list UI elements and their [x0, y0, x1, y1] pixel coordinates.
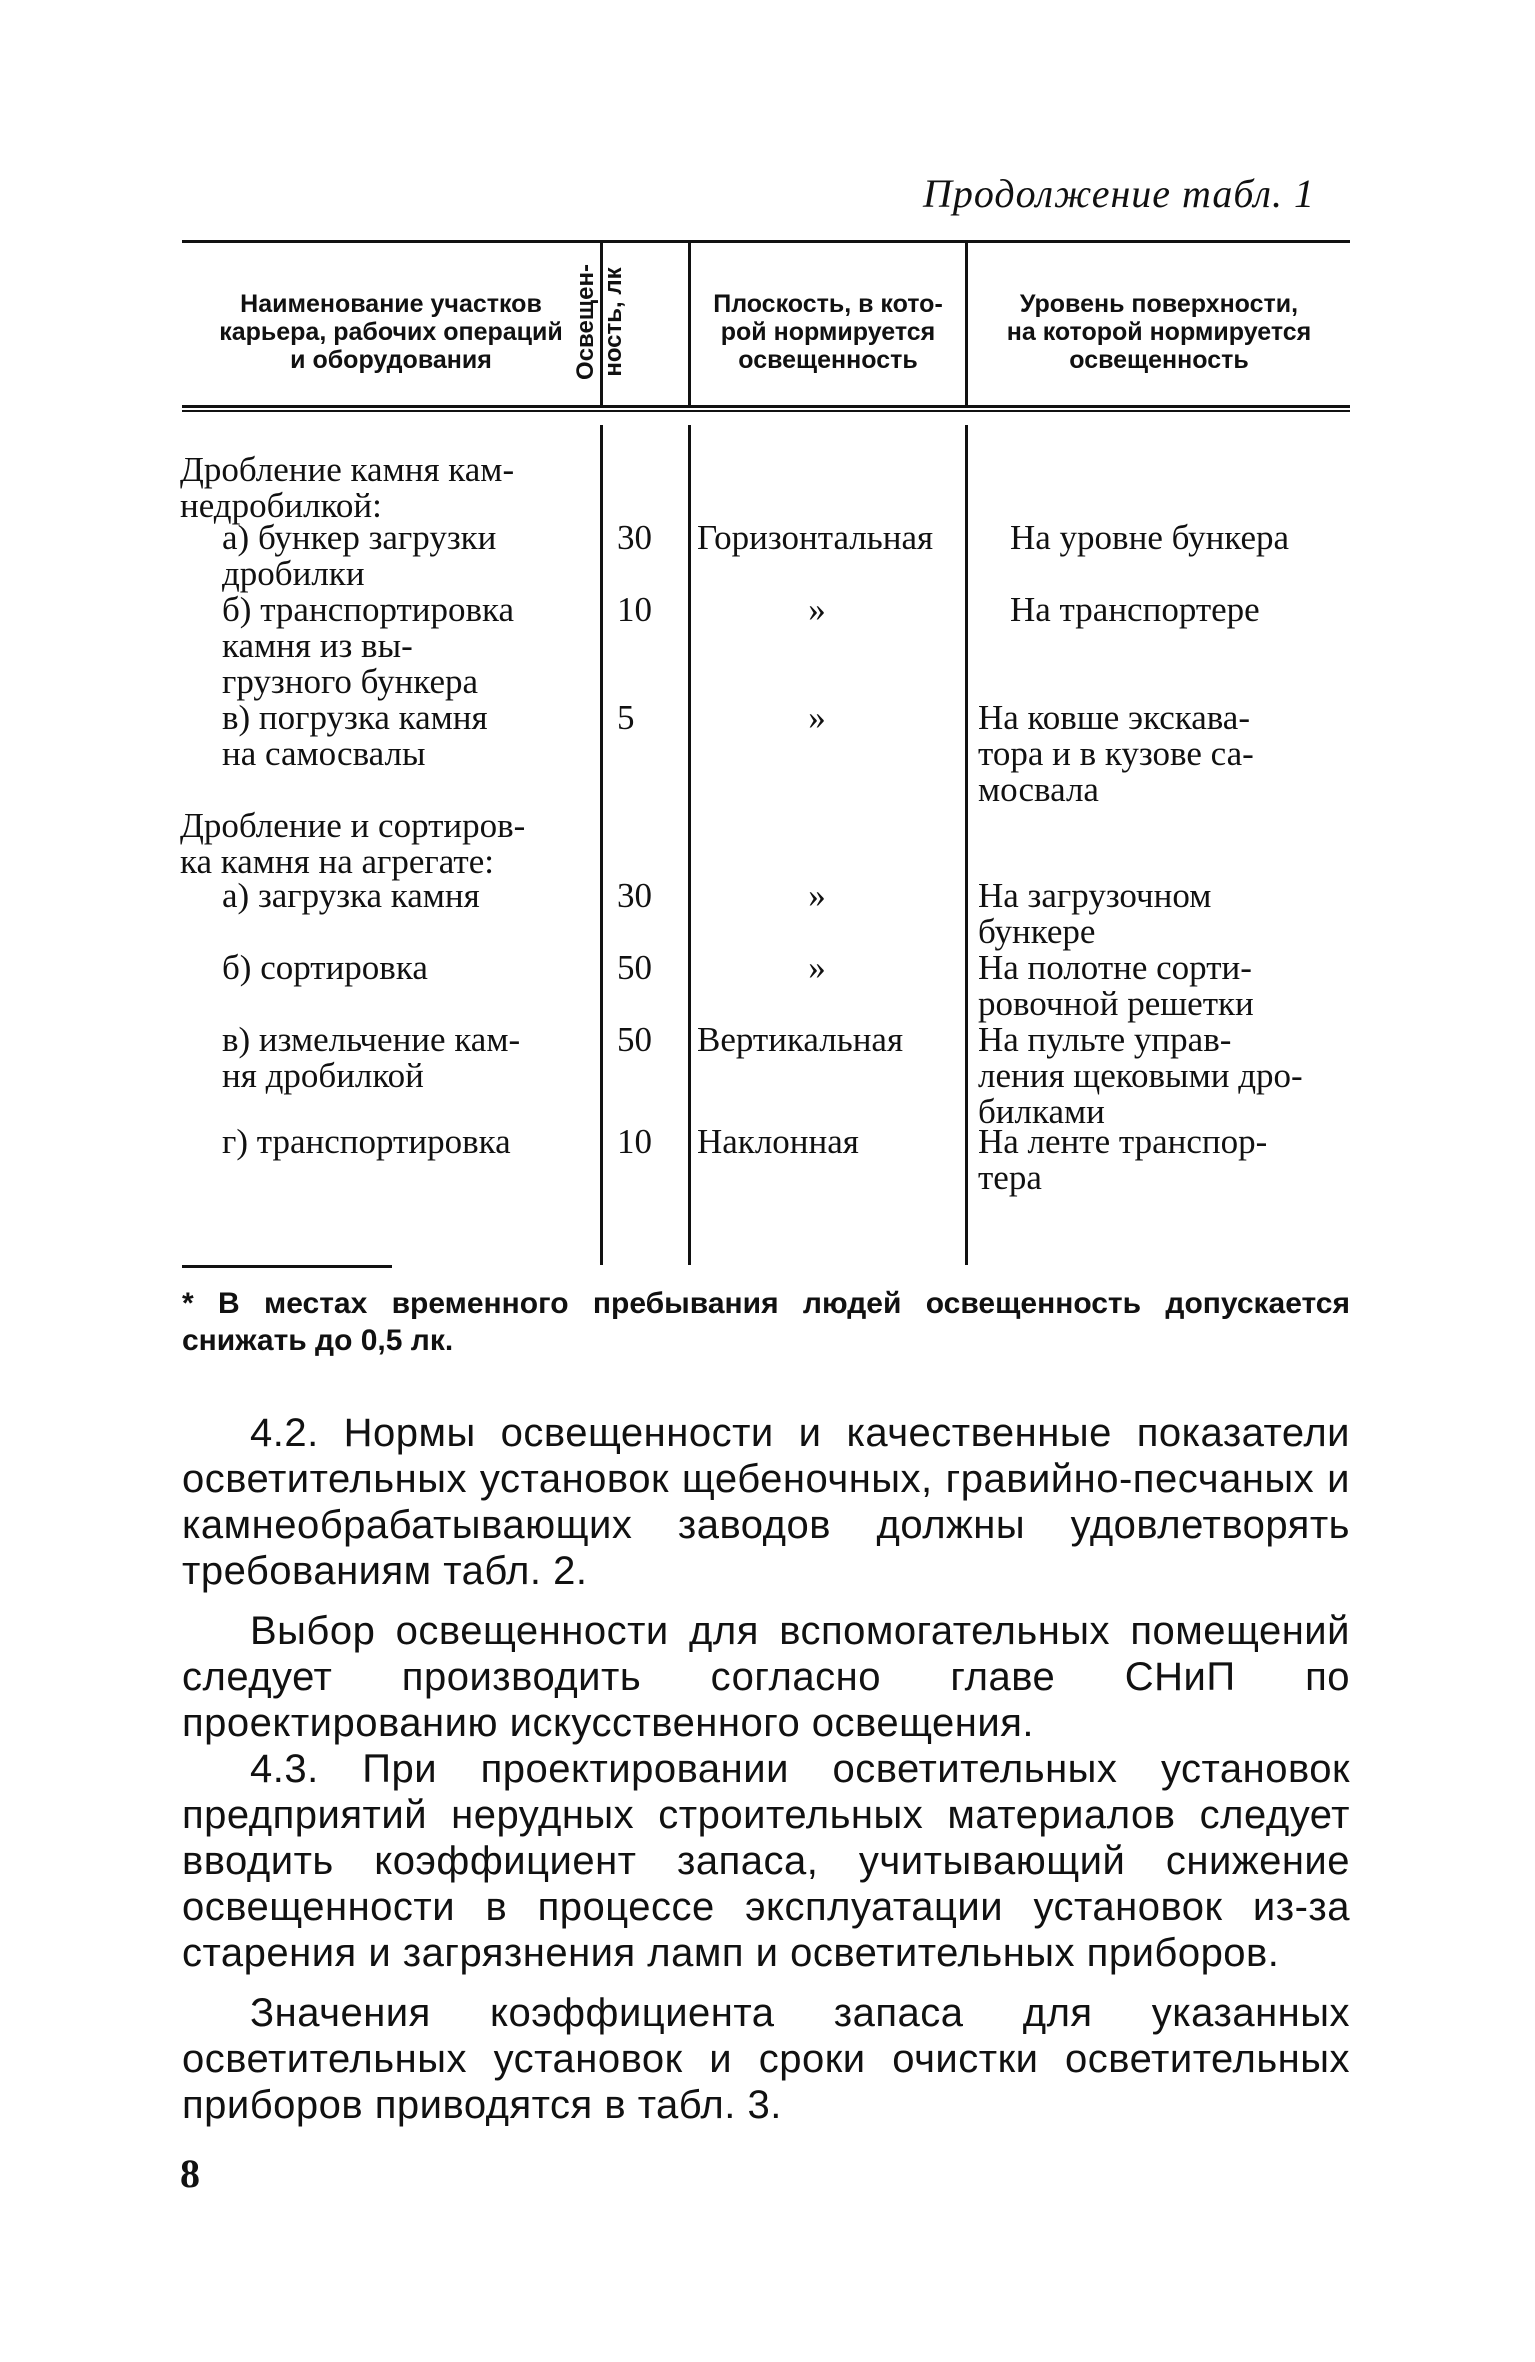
- paragraph-coefficient: Значения коэффициента запаса для указанных осветительных установок и сроки очистки осветительных приборов приводятся в табл. 3.: [182, 1991, 1350, 2127]
- table-row-lux: 10: [617, 590, 652, 629]
- column-divider-1-body: [600, 425, 603, 1265]
- table-row-level: На пульте управ- ления щековыми дро- билками: [978, 1020, 1303, 1131]
- table-row-name: г) транспортировка: [222, 1122, 511, 1161]
- table-header-rule-2: [182, 410, 1350, 412]
- table-continuation-caption: Продолжение табл. 1: [922, 171, 1315, 216]
- table-row-plane: »: [808, 590, 826, 629]
- group-label-aggregate: Дробление и сортиров- ка камня на агрегате:: [180, 806, 526, 881]
- table-row-level: На уровне бункера: [1010, 518, 1290, 557]
- paragraph-auxiliary-rooms: Выбор освещенности для вспомогательных помещений следует производить согласно главе СНиП по проектированию искусственного освещения.: [182, 1609, 1350, 1745]
- footnote: * В местах временного пребывания людей освещенность допускается снижать до 0,5 лк.: [182, 1287, 1350, 1357]
- table-row-lux: 50: [617, 948, 652, 987]
- table-row-lux: 30: [617, 518, 652, 557]
- paragraph-4-3: 4.3. При проектировании осветительных установок предприятий нерудных строительных материалов следует вводить коэффициент запаса, учитывающий снижение освещенности в процессе эксплуатации установок из-за старения и загрязнения ламп и осветительных приборов.: [182, 1747, 1350, 1975]
- table-row-plane: Горизонтальная: [697, 518, 934, 557]
- table-row-name: б) сортировка: [222, 948, 428, 987]
- table-row-level: На загрузочном бункере: [978, 876, 1212, 951]
- table-row-level: На полотне сорти- ровочной решетки: [978, 948, 1254, 1023]
- table-row-plane: Наклонная: [697, 1122, 859, 1161]
- page-number: 8: [180, 2151, 200, 2196]
- table-row-name: б) транспортировка камня из вы- грузного бункера: [222, 590, 515, 701]
- table-row-level: На ленте транспор- тера: [978, 1122, 1268, 1197]
- column-header-level: Уровень поверхности, на которой нормируется освещенность: [1006, 290, 1312, 374]
- table-row-plane: »: [808, 876, 826, 915]
- table-row-name: а) загрузка камня: [222, 876, 480, 915]
- table-row-name: в) измельчение кам- ня дробилкой: [222, 1020, 521, 1095]
- column-header-lux: Освещен- ность, лк: [572, 264, 627, 380]
- table-row-name: в) погрузка камня на самосвалы: [222, 698, 488, 773]
- table-row-level: На транспортере: [1010, 590, 1260, 629]
- group-label-crusher: Дробление камня кам- недробилкой:: [180, 450, 515, 525]
- table-row-name: а) бункер загрузки дробилки: [222, 518, 497, 593]
- footnote-rule: [182, 1265, 392, 1268]
- table-row-lux: 5: [617, 698, 635, 737]
- table-row-plane: Вертикальная: [697, 1020, 904, 1059]
- table-row-lux: 10: [617, 1122, 652, 1161]
- paragraph-4-2: 4.2. Нормы освещенности и качественные показатели осветительных установок щебеночных, гравийно-песчаных и камнеобрабатывающих заводов должны удовлетворять требованиям табл. 2.: [182, 1411, 1350, 1593]
- table-row-lux: 50: [617, 1020, 652, 1059]
- table-row-lux: 30: [617, 876, 652, 915]
- table-row-plane: »: [808, 948, 826, 987]
- body-text: [182, 1410, 1350, 2128]
- column-divider-2-body: [688, 425, 691, 1265]
- table-top-rule: [182, 240, 1350, 243]
- table-row-level: На ковше экскава- тора и в кузове са- мосвала: [978, 698, 1254, 809]
- table-row-plane: »: [808, 698, 826, 737]
- table-header-rule: [182, 405, 1350, 408]
- column-divider-3-body: [965, 425, 968, 1265]
- column-header-plane: Плоскость, в кото- рой нормируется освещенность: [713, 290, 943, 374]
- column-header-name: Наименование участков карьера, рабочих операций и оборудования: [219, 290, 563, 374]
